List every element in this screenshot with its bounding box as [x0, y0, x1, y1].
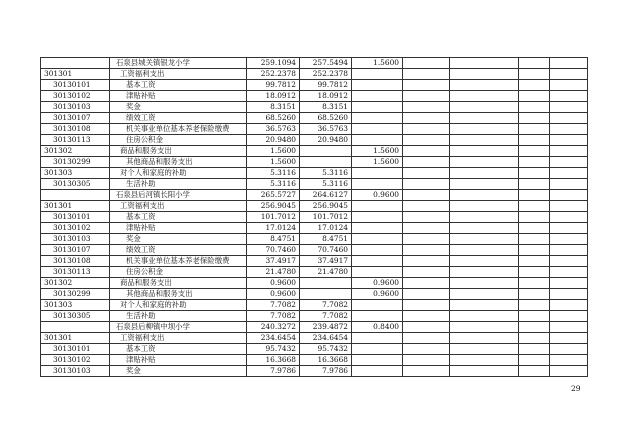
empty-cell: [519, 146, 550, 157]
code-cell: 30130101: [41, 344, 110, 355]
item-name-cell: 绩效工资: [110, 245, 247, 256]
empty-cell: [450, 223, 519, 234]
basic-cell: 70.7460: [300, 245, 352, 256]
code-cell: 30130103: [41, 366, 110, 377]
empty-cell: [550, 80, 588, 91]
empty-cell: [519, 289, 550, 300]
code-cell: 301301: [41, 69, 110, 80]
page-number: 29: [571, 384, 581, 393]
item-name-cell: 其他商品和服务支出: [110, 289, 247, 300]
empty-cell: [403, 80, 450, 91]
empty-cell: [403, 355, 450, 366]
code-cell: 30130305: [41, 311, 110, 322]
project-cell: 1.5600: [352, 58, 403, 69]
code-cell: [41, 190, 110, 201]
empty-cell: [450, 289, 519, 300]
basic-cell: 264.6127: [300, 190, 352, 201]
empty-cell: [450, 146, 519, 157]
code-cell: 301303: [41, 168, 110, 179]
basic-cell: 7.7082: [300, 300, 352, 311]
empty-cell: [403, 245, 450, 256]
empty-cell: [550, 366, 588, 377]
basic-cell: 37.4917: [300, 256, 352, 267]
empty-cell: [550, 223, 588, 234]
empty-cell: [519, 124, 550, 135]
code-cell: 301301: [41, 333, 110, 344]
total-cell: 0.9600: [247, 289, 300, 300]
code-cell: 30130305: [41, 179, 110, 190]
table-row: [41, 157, 588, 168]
empty-cell: [403, 102, 450, 113]
empty-cell: [403, 366, 450, 377]
table-row: [41, 366, 588, 377]
empty-cell: [450, 245, 519, 256]
table-row: [41, 234, 588, 245]
project-cell: [352, 135, 403, 146]
empty-cell: [519, 366, 550, 377]
total-cell: 0.9600: [247, 278, 300, 289]
project-cell: 0.8400: [352, 322, 403, 333]
empty-cell: [519, 311, 550, 322]
empty-cell: [450, 256, 519, 267]
project-cell: [352, 344, 403, 355]
table-row: [41, 201, 588, 212]
empty-cell: [550, 344, 588, 355]
project-cell: 0.9600: [352, 278, 403, 289]
table-row: [41, 355, 588, 366]
empty-cell: [403, 300, 450, 311]
item-name-cell: 奖金: [110, 234, 247, 245]
code-cell: [41, 58, 110, 69]
empty-cell: [450, 267, 519, 278]
table-row: [41, 179, 588, 190]
item-name-cell: 机关事业单位基本养老保险缴费: [110, 256, 247, 267]
empty-cell: [403, 344, 450, 355]
code-cell: 30130108: [41, 124, 110, 135]
code-cell: 301302: [41, 146, 110, 157]
table-row: [41, 80, 588, 91]
total-cell: 7.7082: [247, 300, 300, 311]
table-row: [41, 344, 588, 355]
total-cell: 20.9480: [247, 135, 300, 146]
empty-cell: [519, 190, 550, 201]
project-cell: [352, 91, 403, 102]
code-cell: 30130113: [41, 135, 110, 146]
table-row: [41, 102, 588, 113]
table-row: [41, 146, 588, 157]
table-row: [41, 212, 588, 223]
empty-cell: [519, 322, 550, 333]
total-cell: 265.5727: [247, 190, 300, 201]
empty-cell: [550, 124, 588, 135]
empty-cell: [550, 267, 588, 278]
basic-cell: 18.0912: [300, 91, 352, 102]
code-cell: 301303: [41, 300, 110, 311]
empty-cell: [403, 146, 450, 157]
empty-cell: [450, 212, 519, 223]
item-name-cell: 奖金: [110, 366, 247, 377]
empty-cell: [450, 201, 519, 212]
empty-cell: [519, 113, 550, 124]
empty-cell: [450, 344, 519, 355]
total-cell: 16.3668: [247, 355, 300, 366]
table-row: [41, 333, 588, 344]
empty-cell: [450, 234, 519, 245]
item-name-cell: 工资福利支出: [110, 333, 247, 344]
empty-cell: [403, 124, 450, 135]
empty-cell: [550, 69, 588, 80]
empty-cell: [519, 300, 550, 311]
empty-cell: [403, 69, 450, 80]
total-cell: 252.2378: [247, 69, 300, 80]
project-cell: [352, 333, 403, 344]
basic-cell: [300, 157, 352, 168]
empty-cell: [550, 157, 588, 168]
empty-cell: [519, 344, 550, 355]
empty-cell: [519, 267, 550, 278]
item-name-cell: 石泉县后柳镇中坝小学: [110, 322, 247, 333]
table-row: [41, 168, 588, 179]
code-cell: 30130113: [41, 267, 110, 278]
item-name-cell: 工资福利支出: [110, 201, 247, 212]
project-cell: [352, 311, 403, 322]
empty-cell: [403, 289, 450, 300]
total-cell: 7.7082: [247, 311, 300, 322]
basic-cell: [300, 146, 352, 157]
table-row: [41, 223, 588, 234]
total-cell: 1.5600: [247, 157, 300, 168]
item-name-cell: 商品和服务支出: [110, 278, 247, 289]
empty-cell: [403, 278, 450, 289]
item-name-cell: 津贴补贴: [110, 223, 247, 234]
item-name-cell: 对个人和家庭的补助: [110, 168, 247, 179]
table-row: [41, 300, 588, 311]
empty-cell: [550, 58, 588, 69]
code-cell: 30130108: [41, 256, 110, 267]
code-cell: 30130103: [41, 234, 110, 245]
total-cell: 8.3151: [247, 102, 300, 113]
empty-cell: [519, 69, 550, 80]
empty-cell: [450, 80, 519, 91]
basic-cell: [300, 289, 352, 300]
table-body: [41, 58, 588, 377]
empty-cell: [403, 322, 450, 333]
project-cell: [352, 245, 403, 256]
code-cell: 30130102: [41, 223, 110, 234]
project-cell: [352, 366, 403, 377]
basic-cell: 257.5494: [300, 58, 352, 69]
total-cell: 259.1094: [247, 58, 300, 69]
empty-cell: [403, 135, 450, 146]
basic-cell: [300, 278, 352, 289]
empty-cell: [550, 179, 588, 190]
project-cell: [352, 300, 403, 311]
table-row: [41, 135, 588, 146]
empty-cell: [403, 113, 450, 124]
table-row: [41, 124, 588, 135]
table-row: [41, 311, 588, 322]
table-row: [41, 245, 588, 256]
total-cell: 95.7432: [247, 344, 300, 355]
item-name-cell: 住房公积金: [110, 267, 247, 278]
empty-cell: [519, 179, 550, 190]
code-cell: 30130299: [41, 289, 110, 300]
project-cell: 0.9600: [352, 289, 403, 300]
empty-cell: [403, 91, 450, 102]
empty-cell: [519, 157, 550, 168]
empty-cell: [519, 201, 550, 212]
basic-cell: 7.9786: [300, 366, 352, 377]
empty-cell: [550, 113, 588, 124]
basic-cell: 8.4751: [300, 234, 352, 245]
item-name-cell: 基本工资: [110, 80, 247, 91]
total-cell: 70.7460: [247, 245, 300, 256]
basic-cell: 17.0124: [300, 223, 352, 234]
table-row: [41, 190, 588, 201]
empty-cell: [450, 322, 519, 333]
empty-cell: [550, 256, 588, 267]
empty-cell: [450, 278, 519, 289]
empty-cell: [450, 69, 519, 80]
code-cell: 30130103: [41, 102, 110, 113]
basic-cell: 5.3116: [300, 168, 352, 179]
empty-cell: [450, 300, 519, 311]
project-cell: [352, 267, 403, 278]
empty-cell: [450, 135, 519, 146]
code-cell: 30130102: [41, 355, 110, 366]
empty-cell: [519, 212, 550, 223]
total-cell: 36.5763: [247, 124, 300, 135]
basic-cell: 21.4780: [300, 267, 352, 278]
empty-cell: [450, 179, 519, 190]
project-cell: [352, 355, 403, 366]
empty-cell: [403, 333, 450, 344]
item-name-cell: 津贴补贴: [110, 91, 247, 102]
project-cell: 1.5600: [352, 146, 403, 157]
empty-cell: [403, 168, 450, 179]
basic-cell: 7.7082: [300, 311, 352, 322]
item-name-cell: 基本工资: [110, 344, 247, 355]
project-cell: [352, 124, 403, 135]
empty-cell: [550, 212, 588, 223]
empty-cell: [450, 113, 519, 124]
total-cell: 17.0124: [247, 223, 300, 234]
item-name-cell: 其他商品和服务支出: [110, 157, 247, 168]
table-row: [41, 91, 588, 102]
empty-cell: [403, 190, 450, 201]
empty-cell: [550, 234, 588, 245]
item-name-cell: 基本工资: [110, 212, 247, 223]
empty-cell: [403, 179, 450, 190]
empty-cell: [519, 223, 550, 234]
code-cell: 301302: [41, 278, 110, 289]
item-name-cell: 生活补助: [110, 311, 247, 322]
empty-cell: [403, 157, 450, 168]
empty-cell: [450, 366, 519, 377]
empty-cell: [450, 102, 519, 113]
empty-cell: [519, 102, 550, 113]
project-cell: [352, 223, 403, 234]
total-cell: 37.4917: [247, 256, 300, 267]
empty-cell: [550, 146, 588, 157]
basic-cell: 5.3116: [300, 179, 352, 190]
basic-cell: 239.4872: [300, 322, 352, 333]
empty-cell: [519, 80, 550, 91]
item-name-cell: 住房公积金: [110, 135, 247, 146]
empty-cell: [519, 168, 550, 179]
total-cell: 99.7812: [247, 80, 300, 91]
item-name-cell: 商品和服务支出: [110, 146, 247, 157]
total-cell: 1.5600: [247, 146, 300, 157]
empty-cell: [403, 311, 450, 322]
item-name-cell: 生活补助: [110, 179, 247, 190]
empty-cell: [450, 124, 519, 135]
project-cell: [352, 69, 403, 80]
empty-cell: [550, 190, 588, 201]
project-cell: [352, 102, 403, 113]
basic-cell: 20.9480: [300, 135, 352, 146]
empty-cell: [403, 201, 450, 212]
empty-cell: [403, 234, 450, 245]
empty-cell: [519, 234, 550, 245]
item-name-cell: 机关事业单位基本养老保险缴费: [110, 124, 247, 135]
project-cell: [352, 212, 403, 223]
empty-cell: [403, 256, 450, 267]
item-name-cell: 奖金: [110, 102, 247, 113]
empty-cell: [450, 157, 519, 168]
empty-cell: [519, 135, 550, 146]
project-cell: [352, 80, 403, 91]
empty-cell: [550, 168, 588, 179]
total-cell: 101.7012: [247, 212, 300, 223]
empty-cell: [550, 245, 588, 256]
total-cell: 240.3272: [247, 322, 300, 333]
table-row: [41, 289, 588, 300]
empty-cell: [550, 322, 588, 333]
empty-cell: [403, 223, 450, 234]
total-cell: 8.4751: [247, 234, 300, 245]
empty-cell: [550, 135, 588, 146]
code-cell: 30130107: [41, 113, 110, 124]
basic-cell: 68.5260: [300, 113, 352, 124]
empty-cell: [403, 267, 450, 278]
empty-cell: [550, 91, 588, 102]
empty-cell: [450, 333, 519, 344]
empty-cell: [519, 333, 550, 344]
basic-cell: 99.7812: [300, 80, 352, 91]
item-name-cell: 对个人和家庭的补助: [110, 300, 247, 311]
budget-table: [40, 57, 588, 377]
project-cell: [352, 168, 403, 179]
empty-cell: [550, 289, 588, 300]
empty-cell: [550, 311, 588, 322]
project-cell: [352, 256, 403, 267]
empty-cell: [519, 278, 550, 289]
code-cell: 30130101: [41, 212, 110, 223]
table-row: [41, 58, 588, 69]
empty-cell: [519, 355, 550, 366]
table-row: [41, 113, 588, 124]
table-row: [41, 278, 588, 289]
empty-cell: [450, 190, 519, 201]
code-cell: 30130299: [41, 157, 110, 168]
item-name-cell: 石泉县城关镇银龙小学: [110, 58, 247, 69]
empty-cell: [550, 300, 588, 311]
project-cell: [352, 234, 403, 245]
code-cell: 30130101: [41, 80, 110, 91]
empty-cell: [519, 58, 550, 69]
empty-cell: [550, 201, 588, 212]
item-name-cell: 津贴补贴: [110, 355, 247, 366]
project-cell: [352, 201, 403, 212]
empty-cell: [550, 102, 588, 113]
project-cell: [352, 179, 403, 190]
table-row: [41, 322, 588, 333]
project-cell: 1.5600: [352, 157, 403, 168]
total-cell: 5.3116: [247, 179, 300, 190]
total-cell: 5.3116: [247, 168, 300, 179]
basic-cell: 256.9045: [300, 201, 352, 212]
total-cell: 68.5260: [247, 113, 300, 124]
item-name-cell: 工资福利支出: [110, 69, 247, 80]
empty-cell: [403, 58, 450, 69]
empty-cell: [519, 245, 550, 256]
empty-cell: [450, 168, 519, 179]
total-cell: 18.0912: [247, 91, 300, 102]
empty-cell: [450, 311, 519, 322]
code-cell: 30130107: [41, 245, 110, 256]
empty-cell: [519, 91, 550, 102]
basic-cell: 36.5763: [300, 124, 352, 135]
basic-cell: 252.2378: [300, 69, 352, 80]
project-cell: [352, 113, 403, 124]
empty-cell: [403, 212, 450, 223]
item-name-cell: 绩效工资: [110, 113, 247, 124]
code-cell: 301301: [41, 201, 110, 212]
code-cell: 30130102: [41, 91, 110, 102]
total-cell: 256.9045: [247, 201, 300, 212]
table-row: [41, 256, 588, 267]
basic-cell: 101.7012: [300, 212, 352, 223]
project-cell: 0.9600: [352, 190, 403, 201]
empty-cell: [550, 278, 588, 289]
basic-cell: 16.3668: [300, 355, 352, 366]
empty-cell: [450, 58, 519, 69]
basic-cell: 95.7432: [300, 344, 352, 355]
basic-cell: 8.3151: [300, 102, 352, 113]
empty-cell: [550, 355, 588, 366]
item-name-cell: 石泉县后河镇长阳小学: [110, 190, 247, 201]
empty-cell: [450, 355, 519, 366]
total-cell: 7.9786: [247, 366, 300, 377]
table-row: [41, 267, 588, 278]
empty-cell: [519, 256, 550, 267]
basic-cell: 234.6454: [300, 333, 352, 344]
code-cell: [41, 322, 110, 333]
empty-cell: [450, 91, 519, 102]
table-row: [41, 69, 588, 80]
total-cell: 234.6454: [247, 333, 300, 344]
total-cell: 21.4780: [247, 267, 300, 278]
empty-cell: [550, 333, 588, 344]
